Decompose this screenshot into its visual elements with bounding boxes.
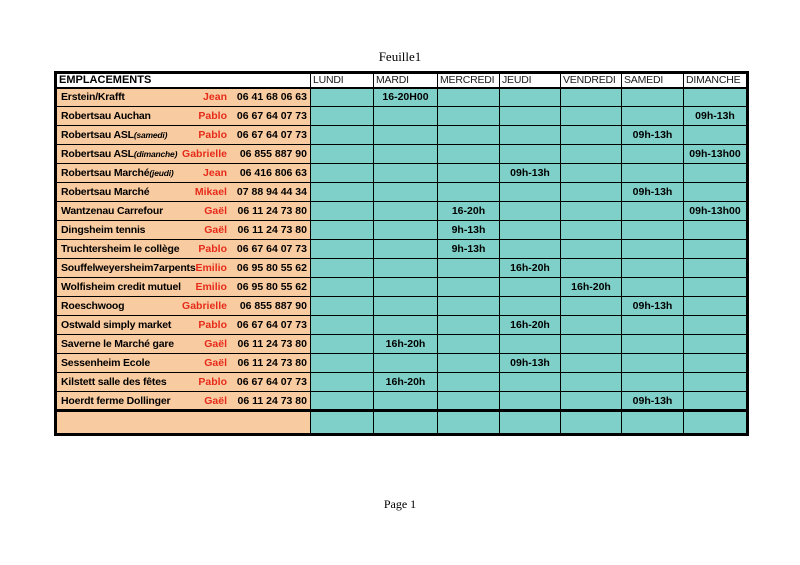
schedule-cell-jeudi[interactable] — [499, 126, 560, 145]
location-label — [61, 110, 198, 122]
schedule-cell-jeudi[interactable] — [499, 145, 560, 164]
table-row — [56, 240, 748, 259]
column-header-vendredi[interactable]: VENDREDI — [560, 73, 621, 88]
schedule-cell-samedi[interactable]: 09h-13h — [621, 392, 683, 411]
location-cell[interactable] — [56, 373, 311, 392]
empty-schedule-cell-mercredi[interactable] — [437, 411, 499, 435]
empty-location-cell[interactable] — [56, 411, 311, 435]
schedule-cell-samedi[interactable] — [621, 202, 683, 221]
schedule-cell-vendredi[interactable] — [560, 126, 621, 145]
location-cell-content — [61, 148, 307, 160]
location-label — [61, 224, 204, 236]
schedule-cell-mardi[interactable] — [373, 297, 437, 316]
contact-name: Gaël — [204, 205, 227, 217]
schedule-cell-lundi[interactable] — [310, 183, 373, 202]
schedule-cell-samedi[interactable]: 09h-13h — [621, 126, 683, 145]
location-text: Saverne le Marché gare — [61, 338, 174, 350]
table-row — [56, 392, 748, 411]
contact-phone: 06 855 887 90 — [239, 148, 307, 160]
location-note: (dimanche) — [133, 149, 178, 159]
schedule-cell-lundi[interactable] — [310, 126, 373, 145]
schedule-cell-mercredi[interactable] — [437, 354, 499, 373]
location-text: Robertsau ASL — [61, 129, 134, 141]
contact-name: Pablo — [198, 129, 227, 141]
schedule-cell-vendredi[interactable] — [560, 354, 621, 373]
schedule-cell-lundi[interactable] — [310, 316, 373, 335]
schedule-cell-lundi[interactable] — [310, 221, 373, 240]
empty-schedule-cell-dimanche[interactable] — [683, 411, 747, 435]
column-header-jeudi[interactable]: JEUDI — [499, 73, 560, 88]
table-row — [56, 259, 748, 278]
schedule-cell-jeudi[interactable] — [499, 335, 560, 354]
schedule-cell-jeudi[interactable] — [499, 202, 560, 221]
location-label — [61, 205, 204, 217]
contact-phone: 06 95 80 55 62 — [236, 281, 307, 293]
schedule-table — [54, 71, 749, 436]
schedule-cell-samedi[interactable] — [621, 221, 683, 240]
location-cell-content — [61, 129, 307, 141]
contact-name: Gabrielle — [182, 300, 227, 312]
schedule-cell-vendredi[interactable] — [560, 221, 621, 240]
location-label — [61, 167, 203, 179]
location-cell[interactable] — [56, 259, 311, 278]
schedule-cell-mercredi[interactable] — [437, 278, 499, 297]
schedule-cell-samedi[interactable] — [621, 88, 683, 107]
schedule-cell-dimanche[interactable] — [683, 164, 747, 183]
schedule-cell-vendredi[interactable] — [560, 107, 621, 126]
schedule-cell-samedi[interactable]: 09h-13h — [621, 183, 683, 202]
location-cell[interactable] — [56, 278, 311, 297]
location-cell-content — [61, 338, 307, 350]
schedule-cell-dimanche[interactable] — [683, 335, 747, 354]
schedule-cell-jeudi[interactable] — [499, 183, 560, 202]
contact-name: Gaël — [204, 224, 227, 236]
schedule-cell-mardi[interactable] — [373, 183, 437, 202]
location-text: Kilstett salle des fêtes — [61, 376, 167, 388]
schedule-cell-mardi[interactable] — [373, 259, 437, 278]
location-label — [61, 357, 204, 369]
location-cell[interactable] — [56, 316, 311, 335]
table-row — [56, 278, 748, 297]
schedule-cell-vendredi[interactable] — [560, 335, 621, 354]
empty-schedule-cell-lundi[interactable] — [310, 411, 373, 435]
sheet-title: Feuille1 — [378, 49, 422, 64]
location-text: Robertsau Marché — [61, 186, 150, 198]
location-cell-content — [61, 357, 307, 369]
contact-name: Emilio — [195, 281, 227, 293]
schedule-cell-lundi[interactable] — [310, 335, 373, 354]
schedule-cell-lundi[interactable] — [310, 107, 373, 126]
location-label — [61, 148, 182, 160]
contact-phone: 06 67 64 07 73 — [236, 129, 307, 141]
contact-name: Pablo — [198, 319, 227, 331]
empty-schedule-cell-jeudi[interactable] — [499, 411, 560, 435]
empty-table-row — [56, 411, 748, 435]
contact-phone: 06 11 24 73 80 — [237, 338, 307, 350]
location-label — [61, 300, 182, 312]
column-header-mardi[interactable]: MARDI — [373, 73, 437, 88]
schedule-cell-dimanche[interactable] — [683, 240, 747, 259]
contact-phone: 06 95 80 55 62 — [236, 262, 307, 274]
location-cell-content — [61, 281, 307, 293]
schedule-cell-lundi[interactable] — [310, 240, 373, 259]
table-row — [56, 297, 748, 316]
location-cell-content — [61, 186, 307, 198]
location-label — [61, 91, 203, 103]
location-cell[interactable] — [56, 221, 311, 240]
contact-phone: 06 67 64 07 73 — [236, 243, 307, 255]
contact-name: Emilio — [195, 262, 227, 274]
schedule-cell-jeudi[interactable]: 09h-13h — [499, 164, 560, 183]
location-cell[interactable] — [56, 297, 311, 316]
schedule-cell-samedi[interactable] — [621, 354, 683, 373]
schedule-cell-jeudi[interactable] — [499, 373, 560, 392]
table-body — [56, 88, 748, 435]
location-label — [61, 186, 195, 198]
contact-name: Pablo — [198, 243, 227, 255]
schedule-cell-mardi[interactable] — [373, 126, 437, 145]
empty-schedule-cell-samedi[interactable] — [621, 411, 683, 435]
schedule-cell-jeudi[interactable] — [499, 88, 560, 107]
schedule-cell-vendredi[interactable] — [560, 373, 621, 392]
table-row — [56, 335, 748, 354]
location-text: Robertsau Marché — [61, 167, 150, 179]
schedule-cell-dimanche[interactable]: 09h-13h00 — [683, 202, 747, 221]
location-label — [61, 338, 204, 350]
schedule-cell-mardi[interactable] — [373, 316, 437, 335]
schedule-cell-jeudi[interactable] — [499, 107, 560, 126]
contact-phone: 06 67 64 07 73 — [236, 110, 307, 122]
contact-name: Pablo — [198, 110, 227, 122]
table-row — [56, 88, 748, 107]
location-cell[interactable] — [56, 164, 311, 183]
schedule-cell-mardi[interactable] — [373, 221, 437, 240]
schedule-cell-dimanche[interactable] — [683, 126, 747, 145]
table-row — [56, 354, 748, 373]
schedule-cell-lundi[interactable] — [310, 259, 373, 278]
location-text: Robertsau Auchan — [61, 110, 151, 122]
contact-name: Mikael — [194, 186, 227, 198]
location-text: Wolfisheim credit mutuel — [61, 281, 181, 293]
location-cell[interactable] — [56, 145, 311, 164]
schedule-cell-dimanche[interactable] — [683, 354, 747, 373]
location-text: Robertsau ASL — [61, 148, 134, 160]
location-cell[interactable] — [56, 392, 311, 411]
schedule-cell-samedi[interactable] — [621, 278, 683, 297]
schedule-cell-mercredi[interactable] — [437, 183, 499, 202]
schedule-cell-jeudi[interactable] — [499, 221, 560, 240]
schedule-cell-mardi[interactable] — [373, 145, 437, 164]
location-cell[interactable] — [56, 126, 311, 145]
schedule-cell-dimanche[interactable] — [683, 392, 747, 411]
schedule-cell-mercredi[interactable] — [437, 335, 499, 354]
schedule-cell-dimanche[interactable] — [683, 221, 747, 240]
schedule-cell-mercredi[interactable] — [437, 373, 499, 392]
schedule-cell-jeudi[interactable]: 16h-20h — [499, 259, 560, 278]
contact-phone: 07 88 94 44 34 — [236, 186, 307, 198]
schedule-cell-lundi[interactable] — [310, 164, 373, 183]
contact-name: Gaël — [204, 338, 227, 350]
schedule-cell-dimanche[interactable] — [683, 88, 747, 107]
schedule-cell-dimanche[interactable] — [683, 183, 747, 202]
schedule-cell-mercredi[interactable] — [437, 145, 499, 164]
location-label — [61, 319, 198, 331]
column-header-lundi[interactable]: LUNDI — [310, 73, 373, 88]
location-cell[interactable] — [56, 88, 311, 107]
schedule-cell-mardi[interactable] — [373, 392, 437, 411]
table-row — [56, 183, 748, 202]
schedule-cell-samedi[interactable] — [621, 316, 683, 335]
location-label — [61, 376, 198, 388]
location-cell[interactable] — [56, 335, 311, 354]
schedule-cell-jeudi[interactable] — [499, 278, 560, 297]
column-header-emplacements[interactable]: EMPLACEMENTS — [56, 73, 311, 88]
location-cell[interactable] — [56, 107, 311, 126]
contact-phone: 06 855 887 90 — [239, 300, 307, 312]
location-cell-content — [61, 319, 307, 331]
location-cell[interactable] — [56, 240, 311, 259]
schedule-cell-vendredi[interactable] — [560, 145, 621, 164]
schedule-cell-lundi[interactable] — [310, 278, 373, 297]
table-row — [56, 221, 748, 240]
table-row — [56, 145, 748, 164]
schedule-cell-vendredi[interactable] — [560, 240, 621, 259]
location-note: (jeudi) — [149, 168, 174, 178]
contact-phone: 06 11 24 73 80 — [237, 224, 307, 236]
schedule-cell-mercredi[interactable]: 9h-13h — [437, 240, 499, 259]
location-label — [61, 243, 198, 255]
schedule-cell-lundi[interactable] — [310, 373, 373, 392]
schedule-cell-dimanche[interactable]: 09h-13h — [683, 107, 747, 126]
contact-name: Gaël — [204, 394, 227, 407]
contact-name: Gaël — [204, 357, 227, 369]
location-cell[interactable] — [56, 202, 311, 221]
schedule-cell-vendredi[interactable] — [560, 183, 621, 202]
location-text: Roeschwoog — [61, 300, 125, 312]
location-label — [61, 262, 195, 274]
location-text: Souffelweyersheim7arpents — [61, 262, 196, 274]
location-cell-content — [61, 376, 307, 388]
column-header-dimanche[interactable]: DIMANCHE — [683, 73, 747, 88]
schedule-cell-lundi[interactable] — [310, 202, 373, 221]
column-header-mercredi[interactable]: MERCREDI — [437, 73, 499, 88]
schedule-cell-mardi[interactable] — [373, 164, 437, 183]
column-header-samedi[interactable]: SAMEDI — [621, 73, 683, 88]
table-row — [56, 164, 748, 183]
location-cell-content — [61, 110, 307, 122]
contact-phone: 06 11 24 73 80 — [237, 357, 307, 369]
schedule-cell-mercredi[interactable] — [437, 316, 499, 335]
schedule-cell-samedi[interactable] — [621, 259, 683, 278]
page-number: Page 1 — [383, 497, 417, 511]
schedule-cell-mardi[interactable]: 16h-20h — [373, 373, 437, 392]
schedule-cell-mercredi[interactable] — [437, 107, 499, 126]
empty-schedule-cell-vendredi[interactable] — [560, 411, 621, 435]
schedule-cell-mercredi[interactable] — [437, 126, 499, 145]
schedule-cell-vendredi[interactable] — [560, 88, 621, 107]
table-row — [56, 202, 748, 221]
schedule-cell-vendredi[interactable] — [560, 316, 621, 335]
schedule-cell-mardi[interactable] — [373, 202, 437, 221]
schedule-cell-samedi[interactable] — [621, 164, 683, 183]
schedule-cell-mercredi[interactable] — [437, 164, 499, 183]
schedule-cell-mardi[interactable] — [373, 107, 437, 126]
location-cell-content — [61, 205, 307, 217]
schedule-cell-samedi[interactable] — [621, 107, 683, 126]
contact-phone: 06 11 24 73 80 — [237, 205, 307, 217]
contact-name: Jean — [203, 167, 227, 179]
schedule-cell-lundi[interactable] — [310, 297, 373, 316]
contact-name: Jean — [203, 91, 227, 104]
location-text: Ostwald simply market — [61, 319, 172, 331]
schedule-cell-jeudi[interactable] — [499, 240, 560, 259]
location-text: Sessenheim Ecole — [61, 357, 151, 369]
location-cell-content — [61, 300, 307, 312]
location-label — [61, 129, 198, 141]
schedule-cell-dimanche[interactable] — [683, 259, 747, 278]
location-cell[interactable] — [56, 183, 311, 202]
schedule-cell-jeudi[interactable] — [499, 297, 560, 316]
contact-phone: 06 11 24 73 80 — [237, 394, 307, 407]
schedule-cell-dimanche[interactable]: 09h-13h00 — [683, 145, 747, 164]
schedule-cell-samedi[interactable] — [621, 335, 683, 354]
empty-schedule-cell-mardi[interactable] — [373, 411, 437, 435]
schedule-cell-mardi[interactable]: 16h-20h — [373, 335, 437, 354]
schedule-cell-mercredi[interactable] — [437, 88, 499, 107]
schedule-cell-mardi[interactable] — [373, 278, 437, 297]
schedule-cell-lundi[interactable] — [310, 392, 373, 411]
schedule-cell-mercredi[interactable] — [437, 392, 499, 411]
schedule-cell-vendredi[interactable] — [560, 259, 621, 278]
location-cell-content — [61, 243, 307, 255]
schedule-cell-mercredi[interactable] — [437, 297, 499, 316]
contact-phone: 06 416 806 63 — [239, 167, 307, 179]
location-note: (samedi) — [133, 130, 168, 140]
location-text: Wantzenau Carrefour — [61, 205, 163, 217]
location-cell-content — [61, 167, 307, 179]
schedule-cell-vendredi[interactable] — [560, 392, 621, 411]
schedule-cell-dimanche[interactable] — [683, 278, 747, 297]
contact-phone: 06 41 68 06 63 — [236, 91, 307, 104]
location-cell-content — [61, 395, 307, 407]
schedule-cell-lundi[interactable] — [310, 88, 373, 107]
location-cell-content — [61, 91, 307, 103]
location-cell-content — [61, 262, 307, 274]
schedule-cell-samedi[interactable] — [621, 145, 683, 164]
table-row — [56, 373, 748, 392]
schedule-cell-mercredi[interactable]: 16-20h — [437, 202, 499, 221]
schedule-cell-dimanche[interactable] — [683, 373, 747, 392]
contact-name: Gabrielle — [182, 148, 227, 160]
schedule-cell-samedi[interactable] — [621, 240, 683, 259]
location-text: Truchtersheim le collège — [61, 243, 180, 255]
location-text: Dingsheim tennis — [61, 224, 146, 236]
location-text: Erstein/Krafft — [61, 91, 125, 104]
table-header-row — [56, 73, 748, 88]
schedule-cell-mardi[interactable] — [373, 354, 437, 373]
schedule-cell-samedi[interactable] — [621, 373, 683, 392]
location-text: Hoerdt ferme Dollinger — [61, 394, 171, 407]
schedule-cell-jeudi[interactable]: 16h-20h — [499, 316, 560, 335]
schedule-cell-mardi[interactable] — [373, 240, 437, 259]
location-cell[interactable] — [56, 354, 311, 373]
location-label — [61, 281, 195, 293]
schedule-cell-dimanche[interactable] — [683, 297, 747, 316]
schedule-cell-lundi[interactable] — [310, 354, 373, 373]
location-label — [61, 395, 204, 407]
table-row — [56, 316, 748, 335]
schedule-cell-mardi[interactable]: 16-20H00 — [373, 88, 437, 107]
contact-phone: 06 67 64 07 73 — [236, 376, 307, 388]
schedule-cell-vendredi[interactable] — [560, 297, 621, 316]
table-row — [56, 126, 748, 145]
schedule-cell-mercredi[interactable]: 9h-13h — [437, 221, 499, 240]
schedule-cell-vendredi[interactable] — [560, 164, 621, 183]
schedule-cell-vendredi[interactable] — [560, 202, 621, 221]
contact-name: Pablo — [198, 376, 227, 388]
schedule-cell-jeudi[interactable] — [499, 392, 560, 411]
schedule-cell-dimanche[interactable] — [683, 316, 747, 335]
schedule-cell-samedi[interactable]: 09h-13h — [621, 297, 683, 316]
table-row — [56, 107, 748, 126]
contact-phone: 06 67 64 07 73 — [236, 319, 307, 331]
schedule-cell-lundi[interactable] — [310, 145, 373, 164]
schedule-cell-mercredi[interactable] — [437, 259, 499, 278]
location-cell-content — [61, 224, 307, 236]
schedule-cell-jeudi[interactable]: 09h-13h — [499, 354, 560, 373]
schedule-cell-vendredi[interactable]: 16h-20h — [560, 278, 621, 297]
